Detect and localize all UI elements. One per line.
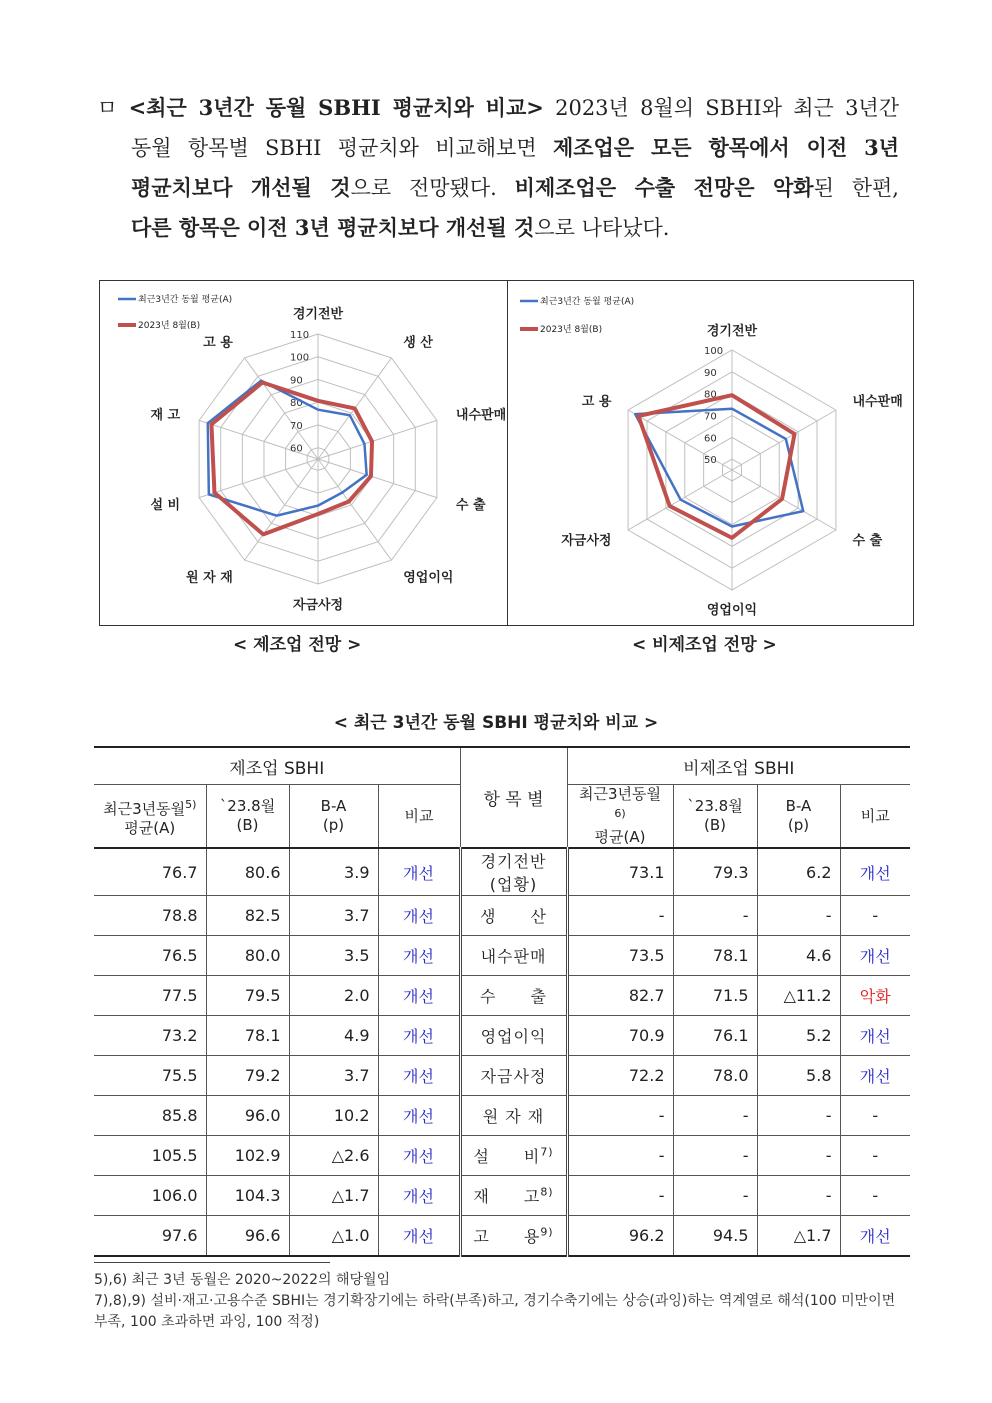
non-diff-value: -: [825, 1186, 832, 1205]
mfg-current-cell: [206, 896, 289, 936]
non-compare-value: 개선: [859, 863, 891, 883]
summary-paragraph: [97, 88, 899, 248]
mfg-compare-value: 개선: [403, 907, 434, 926]
mfg-compare-cell: [378, 848, 460, 896]
non-current-value: 76.1: [712, 1026, 749, 1045]
mfg-diff-value: 3.9: [344, 862, 370, 882]
non-avg-value: -: [658, 1146, 665, 1165]
mfg-avg-cell: [94, 848, 206, 896]
paragraph-text: 으로 나타났다.: [534, 216, 670, 240]
non-avg-cell: [567, 936, 673, 976]
non-avg-value: -: [658, 1186, 665, 1205]
series-line: [208, 381, 367, 516]
charts-frame: [99, 280, 914, 626]
non-avg-value: -: [658, 906, 665, 925]
table-row: [94, 1056, 910, 1096]
mfg-diff-cell: [289, 1136, 378, 1176]
tick-label: 70: [704, 411, 717, 423]
mfg-compare-cell: [378, 1096, 460, 1136]
mfg-avg-value: 106.0: [151, 1186, 198, 1205]
footnote-1: 5),6) 최근 3년 동월은 2020~2022의 해당월임: [94, 1272, 391, 1288]
mfg-current-cell: [206, 1216, 289, 1257]
mfg-diff-value: △1.7: [331, 1186, 370, 1205]
mfg-avg-value: 97.6: [161, 1226, 198, 1245]
mfg-avg-value: 85.8: [161, 1106, 198, 1125]
mfg-compare-cell: [378, 1056, 460, 1096]
non-current-value: -: [742, 906, 749, 925]
non-diff-cell: [757, 896, 840, 936]
non-manufacturing-radar-chart: [508, 281, 913, 625]
non-avg-cell: [567, 1176, 673, 1216]
non-avg-cell: [567, 1136, 673, 1176]
non-current-cell: [673, 1096, 757, 1136]
mfg-avg-cell: [94, 976, 206, 1016]
col-label: 평균(A): [594, 828, 646, 846]
tick-label: 100: [704, 346, 724, 357]
mfg-diff-cell: [289, 1176, 378, 1216]
mfg-avg-cell: [94, 1136, 206, 1176]
footnote-ref: 5): [185, 797, 197, 811]
mfg-diff-cell: [289, 1216, 378, 1257]
mfg-diff-value: △2.6: [331, 1146, 370, 1165]
paragraph-emph: 평균치보다 개선될 것: [131, 175, 351, 200]
col-label: B-A: [785, 797, 812, 815]
mfg-avg-value: 73.2: [161, 1026, 198, 1045]
mfg-current-value: 79.5: [244, 986, 281, 1005]
mfg-avg-cell: [94, 1016, 206, 1056]
col-label: B-A: [320, 797, 347, 815]
axis-label: 내수판매: [852, 394, 903, 410]
non-current-value: 78.1: [712, 946, 749, 965]
non-diff-cell: [757, 848, 840, 896]
mfg-current-cell: [206, 1096, 289, 1136]
mfg-avg-value: 75.5: [161, 1066, 198, 1085]
footnote-ref: 9): [540, 1225, 554, 1239]
non-compare-value: 개선: [859, 947, 891, 966]
non-avg-value: 70.9: [628, 1026, 665, 1045]
table-row: [94, 1096, 910, 1136]
axis-label: 자금사정: [292, 598, 344, 613]
col-label: 평균(A): [124, 818, 176, 837]
mfg-compare-cell: [378, 1216, 460, 1257]
non-compare-value: -: [872, 1186, 879, 1205]
mfg-diff-value: 2.0: [344, 986, 370, 1005]
paragraph-text: 2023년 8월의 SBHI와 최근 3년간: [543, 96, 899, 120]
non-diff-cell: [757, 1056, 840, 1096]
non-compare-value: 개선: [859, 1027, 891, 1046]
non-current-cell: [673, 848, 757, 896]
non-diff-cell: [757, 1096, 840, 1136]
non-compare-cell: [840, 936, 910, 976]
paragraph-emph: 비제조업은 수출 전망은 악화: [514, 175, 814, 200]
non-compare-cell: [840, 896, 910, 936]
non-current-value: 94.5: [712, 1226, 749, 1245]
non-diff-value: -: [825, 1146, 832, 1165]
non-current-value: 71.5: [712, 986, 749, 1005]
non-compare-cell: [840, 848, 910, 896]
non-compare-cell: [840, 1136, 910, 1176]
mfg-current-value: 96.6: [244, 1226, 281, 1245]
non-diff-value: -: [825, 1106, 832, 1125]
tick-label: 90: [290, 375, 303, 387]
axis-label: 고 용: [581, 394, 612, 410]
grid-spoke: [245, 358, 318, 459]
tick-label: 80: [290, 398, 303, 410]
non-diff-cell: [757, 936, 840, 976]
non-col-compare: 비교: [840, 785, 910, 849]
item-header: 항 목 별: [460, 747, 567, 848]
item-name-value: 자금사정: [480, 1067, 547, 1086]
mfg-compare-value: 개선: [403, 1227, 434, 1246]
mfg-compare-cell: [378, 896, 460, 936]
mfg-avg-cell: [94, 1096, 206, 1136]
mfg-current-value: 96.0: [244, 1106, 281, 1125]
table-row: [94, 848, 910, 896]
axis-label: 내수판매: [455, 408, 507, 424]
non-current-cell: [673, 1136, 757, 1176]
mfg-diff-cell: [289, 848, 378, 896]
axis-label: 경기전반: [706, 323, 758, 339]
non-diff-value: 6.2: [806, 862, 832, 882]
bullet: ㅁ: [97, 96, 118, 120]
mfg-compare-value: 개선: [403, 1147, 434, 1166]
footnote-rule: [94, 1262, 330, 1263]
non-current-cell: [673, 1216, 757, 1257]
non-compare-value: -: [872, 1146, 879, 1165]
item-name-value: 영업이익: [480, 1027, 547, 1046]
mfg-compare-value: 개선: [403, 1027, 434, 1046]
non-current-cell: [673, 1056, 757, 1096]
non-col-avg: [567, 785, 673, 849]
non-current-value: 78.0: [712, 1066, 749, 1085]
mfg-current-cell: [206, 1136, 289, 1176]
axis-label: 수 출: [455, 497, 486, 513]
non-compare-cell: [840, 1096, 910, 1136]
table-row: [94, 936, 910, 976]
non-compare-value: -: [872, 906, 879, 925]
mfg-avg-cell: [94, 896, 206, 936]
sbhi-comparison-table: [94, 746, 910, 1257]
mfg-compare-value: 개선: [403, 1187, 434, 1206]
footnote-ref: 7): [540, 1145, 554, 1159]
paragraph-heading: <최근 3년간 동월 SBHI 평균치와 비교>: [128, 95, 544, 120]
item-name-value: 설 비: [473, 1147, 541, 1166]
item-name-value: 생 산: [480, 907, 547, 926]
mfg-compare-cell: [378, 976, 460, 1016]
col-label: (B): [704, 816, 726, 834]
non-current-value: -: [742, 1146, 749, 1165]
axis-label: 영업이익: [403, 570, 454, 586]
item-name-cell: [460, 1216, 567, 1257]
paragraph-text: 된 한편,: [813, 176, 899, 200]
tick-label: 60: [290, 443, 303, 455]
non-compare-value: 개선: [859, 1067, 891, 1086]
col-label: (p): [322, 816, 345, 834]
non-current-cell: [673, 976, 757, 1016]
mfg-current-value: 80.0: [244, 946, 281, 965]
legend-label: 2023년 8월(B): [540, 325, 603, 335]
grid-spoke: [732, 410, 836, 470]
axis-label: 경기전반: [292, 307, 344, 322]
mfg-compare-value: 개선: [403, 1067, 434, 1086]
mfg-col-compare: 비교: [378, 785, 460, 849]
mfg-compare-cell: [378, 1136, 460, 1176]
item-name-cell: [460, 936, 567, 976]
non-avg-value: 72.2: [628, 1066, 665, 1085]
non-current-cell: [673, 936, 757, 976]
mfg-col-avg: [94, 785, 206, 849]
item-name-cell: [460, 1056, 567, 1096]
legend-label: 최근3년간 동월 평균(A): [138, 295, 233, 305]
mfg-diff-cell: [289, 1096, 378, 1136]
non-compare-value: 악화: [859, 987, 891, 1006]
mfg-current-cell: [206, 1176, 289, 1216]
footnote-ref: 8): [540, 1185, 554, 1199]
non-compare-cell: [840, 976, 910, 1016]
non-diff-cell: [757, 1136, 840, 1176]
non-avg-cell: [567, 1016, 673, 1056]
non-avg-value: 82.7: [628, 986, 665, 1005]
item-name-cell: [460, 1016, 567, 1056]
table-row: [94, 1016, 910, 1056]
mfg-diff-value: 3.7: [344, 906, 370, 925]
axis-label: 설 비: [150, 497, 181, 513]
footnote-2: 7),8),9) 설비·재고·고용수준 SBHI는 경기확장기에는 하락(부족)하고, 경기수축기에는 상승(과잉)하는 역계열로 해석(100 미만이면 부족, 100 초과하면 과잉, 100 적정): [94, 1293, 896, 1330]
col-label: (p): [787, 816, 810, 834]
non-compare-value: -: [872, 1106, 879, 1125]
mfg-current-value: 102.9: [234, 1146, 281, 1165]
non-diff-cell: [757, 1176, 840, 1216]
non-mfg-header: 비제조업 SBHI: [567, 747, 910, 785]
footnote-ref: 6): [614, 807, 626, 820]
tick-label: 80: [704, 389, 717, 401]
col-label: `23.8월: [687, 797, 743, 815]
mfg-current-cell: [206, 936, 289, 976]
item-name-value: 고 용: [473, 1227, 541, 1246]
non-diff-value: △11.2: [783, 986, 832, 1005]
non-diff-cell: [757, 976, 840, 1016]
mfg-avg-value: 105.5: [151, 1146, 198, 1165]
paragraph-emph: 다른 항목은 이전 3년 평균치보다 개선될 것: [131, 215, 535, 240]
mfg-diff-cell: [289, 1056, 378, 1096]
non-diff-value: △1.7: [793, 1226, 832, 1245]
mfg-header: 제조업 SBHI: [94, 747, 460, 785]
non-col-current: [673, 785, 757, 849]
non-avg-cell: [567, 848, 673, 896]
non-diff-value: -: [825, 906, 832, 925]
tick-label: 60: [704, 433, 717, 445]
mfg-avg-value: 76.7: [161, 862, 198, 882]
grid-spoke: [318, 420, 437, 459]
mfg-current-value: 78.1: [244, 1026, 281, 1045]
item-name-value: 원 자 재: [482, 1107, 545, 1126]
col-label: (B): [236, 816, 259, 834]
non-manufacturing-caption: < 비제조업 전망 >: [632, 635, 777, 655]
mfg-current-value: 104.3: [234, 1186, 281, 1205]
mfg-current-cell: [206, 1016, 289, 1056]
non-diff-value: 4.6: [806, 946, 832, 965]
non-diff-value: 5.2: [806, 1026, 832, 1045]
axis-label: 원 자 재: [186, 570, 233, 586]
manufacturing-radar-chart: [100, 281, 507, 625]
mfg-avg-cell: [94, 1216, 206, 1257]
non-avg-value: 73.5: [628, 946, 665, 965]
mfg-diff-cell: [289, 896, 378, 936]
item-name-cell: [460, 976, 567, 1016]
axis-label: 자금사정: [561, 533, 612, 549]
tick-label: 110: [290, 330, 310, 341]
mfg-diff-value: 10.2: [333, 1106, 370, 1125]
tick-label: 50: [704, 455, 717, 467]
non-current-cell: [673, 1016, 757, 1056]
mfg-compare-value: 개선: [403, 1107, 434, 1126]
mfg-current-value: 80.6: [244, 862, 281, 882]
footnotes: [94, 1270, 906, 1333]
table-row: [94, 1176, 910, 1216]
non-diff-cell: [757, 1016, 840, 1056]
mfg-compare-value: 개선: [403, 863, 434, 883]
axis-label: 수 출: [852, 533, 883, 549]
paragraph-emph: 제조업은 모든 항목에서 이전 3년: [552, 135, 900, 160]
item-name-cell: [460, 1136, 567, 1176]
item-name-cell: [460, 1096, 567, 1136]
item-name-value: 수 출: [480, 987, 547, 1006]
mfg-compare-cell: [378, 1016, 460, 1056]
non-avg-value: 96.2: [628, 1226, 665, 1245]
mfg-col-current: [206, 785, 289, 849]
non-avg-cell: [567, 1056, 673, 1096]
mfg-avg-cell: [94, 1056, 206, 1096]
manufacturing-chart-cell: [100, 281, 508, 625]
mfg-current-cell: [206, 976, 289, 1016]
non-avg-cell: [567, 896, 673, 936]
mfg-avg-value: 77.5: [161, 986, 198, 1005]
non-diff-value: 5.8: [806, 1066, 832, 1085]
col-label: 최근3년동월: [103, 799, 186, 818]
item-name-cell: [460, 896, 567, 936]
table-title: < 최근 3년간 동월 SBHI 평균치와 비교 >: [333, 713, 659, 733]
mfg-current-cell: [206, 1056, 289, 1096]
non-compare-cell: [840, 1176, 910, 1216]
non-avg-cell: [567, 1096, 673, 1136]
table-row: [94, 976, 910, 1016]
legend-label: 최근3년간 동월 평균(A): [540, 297, 635, 307]
item-name-value: 경기전반(업황): [480, 852, 547, 894]
mfg-avg-value: 78.8: [161, 906, 198, 925]
mfg-compare-value: 개선: [403, 947, 434, 966]
mfg-diff-cell: [289, 936, 378, 976]
table-row: [94, 896, 910, 936]
col-label: 최근3년동월: [579, 785, 661, 803]
mfg-diff-value: 4.9: [344, 1026, 370, 1045]
mfg-avg-cell: [94, 1176, 206, 1216]
item-name-value: 재 고: [473, 1187, 541, 1206]
mfg-diff-value: △1.0: [331, 1226, 370, 1245]
mfg-diff-value: 3.5: [344, 946, 370, 965]
non-avg-cell: [567, 1216, 673, 1257]
mfg-current-value: 82.5: [244, 906, 281, 925]
mfg-current-cell: [206, 848, 289, 896]
non-manufacturing-chart-cell: [508, 281, 913, 625]
paragraph-text: 동월 항목별 SBHI 평균치와 비교해보면: [131, 136, 553, 160]
mfg-compare-cell: [378, 936, 460, 976]
non-diff-cell: [757, 1216, 840, 1257]
non-current-value: -: [742, 1106, 749, 1125]
tick-label: 100: [290, 352, 310, 364]
grid-spoke: [199, 459, 318, 498]
item-name-value: 내수판매: [480, 947, 547, 966]
non-avg-cell: [567, 976, 673, 1016]
axis-label: 재 고: [150, 408, 181, 424]
mfg-current-value: 79.2: [244, 1066, 281, 1085]
paragraph-text: 으로 전망됐다.: [350, 176, 515, 200]
table-row: [94, 1216, 910, 1257]
axis-label: 영업이익: [706, 603, 758, 619]
non-col-diff: [757, 785, 840, 849]
non-compare-cell: [840, 1016, 910, 1056]
axis-label: 생 산: [403, 335, 433, 351]
legend-label: 2023년 8월(B): [138, 321, 201, 331]
mfg-avg-value: 76.5: [161, 946, 198, 965]
tick-label: 90: [704, 367, 717, 379]
non-current-cell: [673, 896, 757, 936]
grid-spoke: [318, 459, 437, 498]
mfg-compare-value: 개선: [403, 987, 434, 1006]
item-name-cell: [460, 1176, 567, 1216]
non-compare-cell: [840, 1216, 910, 1257]
non-avg-value: -: [658, 1106, 665, 1125]
manufacturing-caption: < 제조업 전망 >: [233, 635, 362, 655]
mfg-diff-cell: [289, 1016, 378, 1056]
mfg-compare-cell: [378, 1176, 460, 1216]
tick-label: 70: [290, 420, 303, 432]
non-compare-cell: [840, 1056, 910, 1096]
mfg-col-diff: [289, 785, 378, 849]
axis-label: 고 용: [203, 335, 233, 351]
item-name-cell: [460, 848, 567, 896]
mfg-diff-value: 3.7: [344, 1066, 370, 1085]
non-current-cell: [673, 1176, 757, 1216]
table-row: [94, 1136, 910, 1176]
non-current-value: -: [742, 1186, 749, 1205]
col-label: `23.8월: [219, 797, 276, 815]
non-compare-value: 개선: [859, 1227, 891, 1246]
non-avg-value: 73.1: [628, 862, 665, 882]
series-line: [635, 409, 803, 527]
non-current-value: 79.3: [712, 862, 749, 882]
mfg-diff-cell: [289, 976, 378, 1016]
mfg-avg-cell: [94, 936, 206, 976]
